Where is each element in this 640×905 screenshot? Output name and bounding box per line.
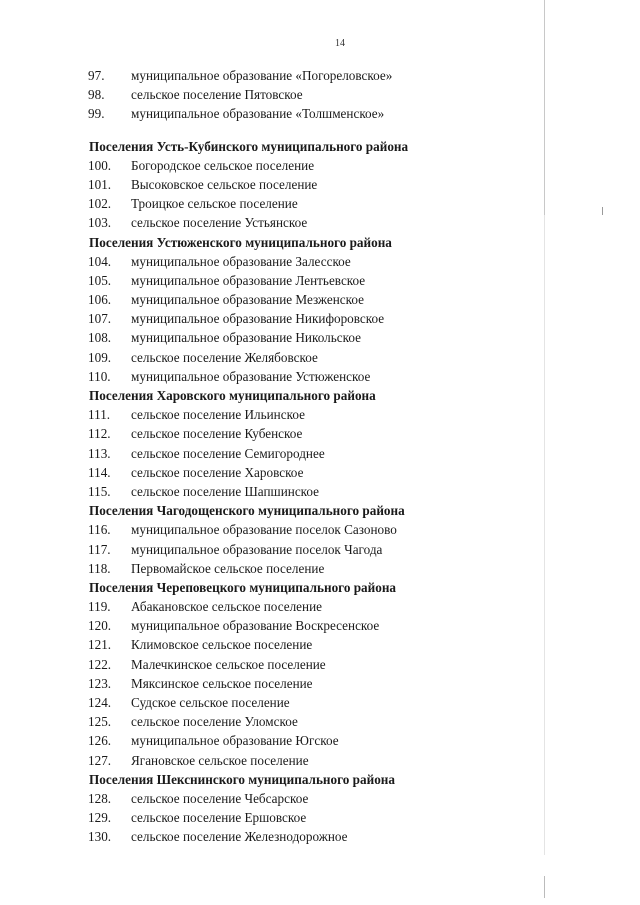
- list-item-text: муниципальное образование Лентьевское: [131, 272, 366, 288]
- list-item: [88, 712, 488, 731]
- section-heading: Поселения Устюженского муниципального района: [89, 234, 392, 250]
- list-item: [88, 290, 488, 309]
- list-item-text: Высоковское сельское поселение: [131, 176, 318, 192]
- list-item: [88, 827, 488, 846]
- list-item-number: 112.: [88, 426, 111, 442]
- list-item: [88, 540, 488, 559]
- section-heading: Поселения Харовского муниципального района: [89, 388, 376, 403]
- list-item: [88, 85, 488, 104]
- list-item-number: 101.: [88, 176, 112, 192]
- list-item-number: 118.: [88, 560, 111, 576]
- list-item-text: сельское поселение Желябовское: [131, 349, 318, 365]
- list-item-text: муниципальное образование поселок Чагода: [131, 541, 383, 557]
- list-item-number: 116.: [88, 522, 111, 538]
- list-item-text: муниципальное образование «Погореловское»: [131, 68, 393, 83]
- list-item: [88, 655, 488, 674]
- list-item-text: муниципальное образование Залесское: [131, 253, 351, 269]
- list-item-text: Первомайское сельское поселение: [131, 560, 325, 576]
- list-item: [88, 405, 488, 424]
- list-item: [88, 520, 488, 539]
- list-item-number: 124.: [88, 695, 112, 710]
- list-item-text: сельское поселение Железнодорожное: [131, 829, 348, 845]
- list-item: [88, 559, 488, 578]
- page-number: 14: [335, 38, 345, 49]
- list-item-text: Троицкое сельское поселение: [131, 196, 298, 212]
- list-item-number: 104.: [88, 253, 112, 269]
- list-item-number: 111.: [88, 407, 111, 423]
- list-item: [88, 367, 488, 386]
- list-item: [88, 66, 488, 85]
- list-item-text: сельское поселение Кубенское: [131, 426, 303, 442]
- list-item-text: муниципальное образование Югское: [131, 733, 339, 749]
- list-item-number: 129.: [88, 810, 112, 826]
- list-item-number: 121.: [88, 637, 112, 653]
- list-item: [88, 751, 488, 770]
- list-item: [88, 213, 488, 232]
- list-item-text: муниципальное образование поселок Сазоново: [131, 522, 397, 538]
- scan-artifact-mark: [602, 207, 603, 215]
- list-item-number: 113.: [88, 445, 111, 461]
- list-item: [88, 482, 488, 501]
- section-heading: Поселения Шекснинского муниципального района: [89, 771, 395, 787]
- list-item-number: 128.: [88, 790, 112, 806]
- list-item-text: Климовское сельское поселение: [131, 637, 313, 653]
- list-item-text: муниципальное образование Мезженское: [131, 292, 364, 308]
- list-item: [88, 348, 488, 367]
- page-edge-shadow: [544, 215, 545, 855]
- list-item-text: муниципальное образование Устюженское: [131, 368, 371, 384]
- list-item: [88, 597, 488, 616]
- list-item: [88, 731, 488, 750]
- list-item: [88, 156, 488, 175]
- list-item-number: 125.: [88, 714, 112, 730]
- list-item-number: 123.: [88, 675, 112, 691]
- list-item-number: 119.: [88, 599, 111, 615]
- list-item-number: 115.: [88, 483, 111, 499]
- list-item: [88, 252, 488, 271]
- list-item: [88, 444, 488, 463]
- list-item-text: муниципальное образование Воскресенское: [131, 618, 380, 634]
- list-item-text: Мяксинское сельское поселение: [131, 675, 313, 691]
- list-item: [88, 104, 488, 123]
- list-item: [88, 175, 488, 194]
- list-item-number: 130.: [88, 829, 112, 845]
- list-item-number: 109.: [88, 349, 112, 365]
- list-item-number: 122.: [88, 656, 112, 672]
- list-item: [88, 463, 488, 482]
- list-item-number: 97.: [88, 68, 105, 83]
- list-item: [88, 309, 488, 328]
- list-item-text: сельское поселение Семигороднее: [131, 445, 325, 461]
- list-item-number: 106.: [88, 292, 112, 308]
- list-item-text: Богородское сельское поселение: [131, 157, 315, 173]
- list-item-number: 114.: [88, 464, 111, 480]
- list-item: [88, 616, 488, 635]
- page-edge-shadow: [544, 876, 545, 898]
- list-item: [88, 424, 488, 443]
- list-item: [88, 693, 488, 712]
- section-heading: Поселения Чагодощенского муниципального района: [89, 503, 405, 519]
- list-item-text: сельское поселение Ершовское: [131, 810, 307, 826]
- list-item-number: 98.: [88, 87, 105, 103]
- list-item-text: сельское поселение Пятовское: [131, 87, 303, 103]
- list-item-text: сельское поселение Чебсарское: [131, 790, 309, 806]
- list-item-text: муниципальное образование «Толшменское»: [131, 106, 385, 122]
- list-item-number: 102.: [88, 196, 112, 212]
- list-item-number: 99.: [88, 106, 105, 122]
- list-item-text: Судское сельское поселение: [131, 695, 290, 710]
- list-item-text: Малечкинское сельское поселение: [131, 656, 326, 672]
- list-item-text: муниципальное образование Никифоровское: [131, 311, 385, 327]
- list-item: [88, 271, 488, 290]
- list-item-number: 120.: [88, 618, 112, 634]
- list-item-number: 103.: [88, 215, 112, 231]
- list-item-number: 126.: [88, 733, 112, 749]
- list-item-text: сельское поселение Ильинское: [131, 407, 305, 423]
- list-item-number: 100.: [88, 157, 112, 173]
- page-edge-shadow: [544, 0, 545, 215]
- list-item-text: сельское поселение Шапшинское: [131, 483, 320, 499]
- list-item: [88, 194, 488, 213]
- settlement-list: [88, 66, 488, 847]
- section-heading: Поселения Усть-Кубинского муниципального района: [89, 138, 409, 154]
- section-gap: [88, 124, 488, 137]
- list-item-text: сельское поселение Устьянское: [131, 215, 308, 231]
- list-item-number: 110.: [88, 368, 111, 384]
- list-item-text: Абакановское сельское поселение: [131, 599, 322, 615]
- list-item: [88, 635, 488, 654]
- section-heading: Поселения Череповецкого муниципального района: [89, 579, 397, 595]
- list-item: [88, 808, 488, 827]
- list-item-number: 117.: [88, 541, 111, 557]
- list-item-number: 127.: [88, 752, 112, 768]
- list-item-number: 107.: [88, 311, 112, 327]
- list-item-text: муниципальное образование Никольское: [131, 330, 361, 346]
- list-item-text: сельское поселение Харовское: [131, 464, 304, 480]
- list-item: [88, 328, 488, 347]
- list-item: [88, 789, 488, 808]
- list-item: [88, 674, 488, 693]
- list-item-number: 108.: [88, 330, 112, 346]
- list-item-number: 105.: [88, 272, 112, 288]
- list-item-text: сельское поселение Уломское: [131, 714, 298, 730]
- list-item-text: Ягановское сельское поселение: [131, 752, 309, 768]
